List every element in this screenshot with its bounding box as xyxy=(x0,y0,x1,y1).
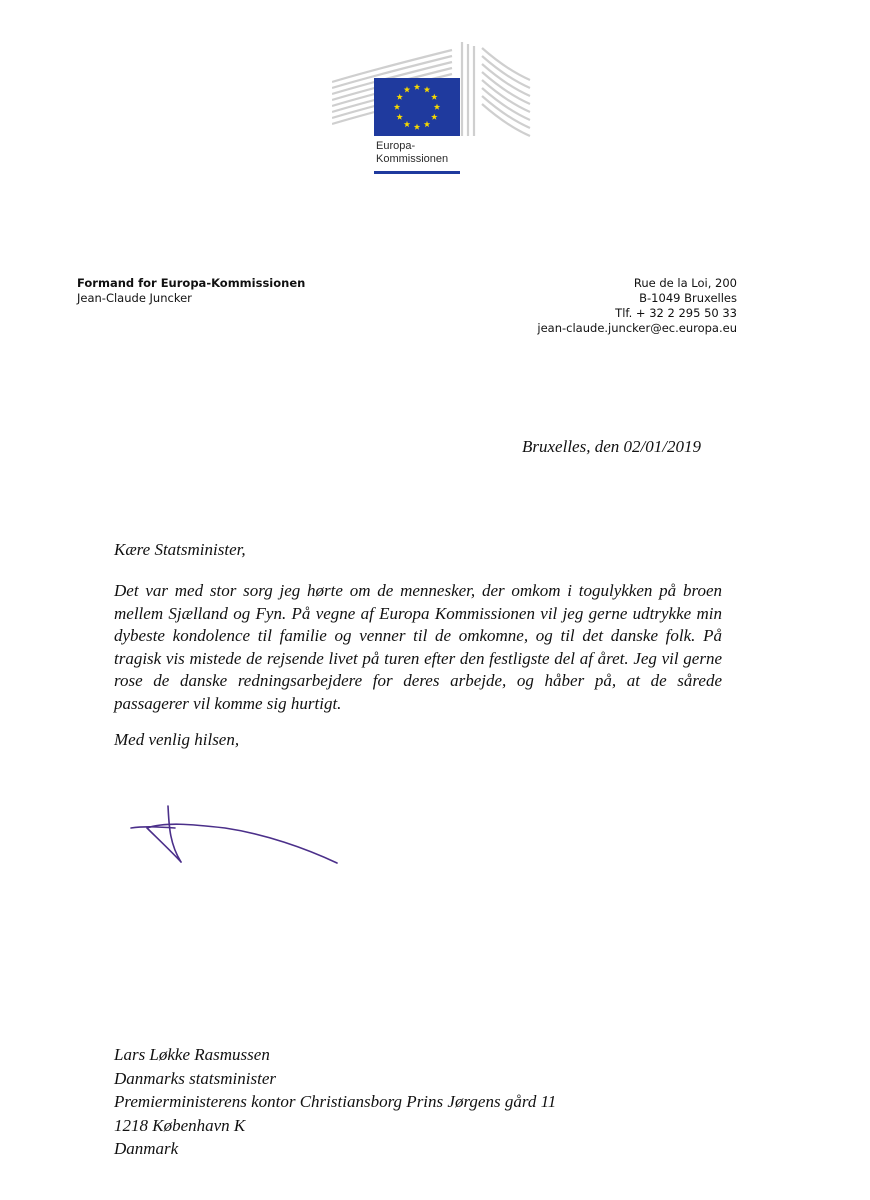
sender-title: Formand for Europa-Kommissionen xyxy=(77,276,306,290)
recipient-postal: 1218 København K xyxy=(114,1115,246,1135)
recipient-country: Danmark xyxy=(114,1139,179,1159)
letter-body: Det var med stor sorg jeg hørte om de mennesker, der omkom i togulykken på broen mellem Sjælland og Fyn. På vegne af Europa Kommissionen vil jeg gerne udtrykke min dybeste kondolence til familie og venner til de omkomne, og til det danske folk. På tragisk vis mistede de rejsende livet på turen efter den festligste del af året. Jeg vil gerne rose de danske redningsarbejdere for deres arbejde, og håber på, at de sårede passagerer vil komme sig hurtigt. xyxy=(114,581,722,713)
contact-street: Rue de la Loi, 200 xyxy=(633,276,737,290)
sender-block xyxy=(77,276,305,306)
handwritten-signature xyxy=(125,798,345,873)
closing: Med venlig hilsen, xyxy=(114,730,240,749)
recipient-role: Danmarks statsminister xyxy=(114,1068,276,1088)
recipient-office: Premierministerens kontor Christiansborg Prins Jørgens gård 11 xyxy=(114,1092,557,1112)
recipient-name: Lars Løkke Rasmussen xyxy=(114,1045,270,1064)
recipient-address xyxy=(114,1043,556,1161)
contact-city: B-1049 Bruxelles xyxy=(639,291,737,305)
contact-phone: Tlf. + 32 2 295 50 33 xyxy=(615,306,737,320)
logo-text-line1: Europa- xyxy=(376,140,416,152)
contact-email: jean-claude.juncker@ec.europa.eu xyxy=(537,321,737,335)
dateline: Bruxelles, den 02/01/2019 xyxy=(522,437,701,456)
sender-name: Jean-Claude Juncker xyxy=(77,291,192,305)
contact-block xyxy=(537,276,737,336)
salutation: Kære Statsminister, xyxy=(114,540,246,559)
logo-text-line2: Kommissionen xyxy=(376,153,449,165)
